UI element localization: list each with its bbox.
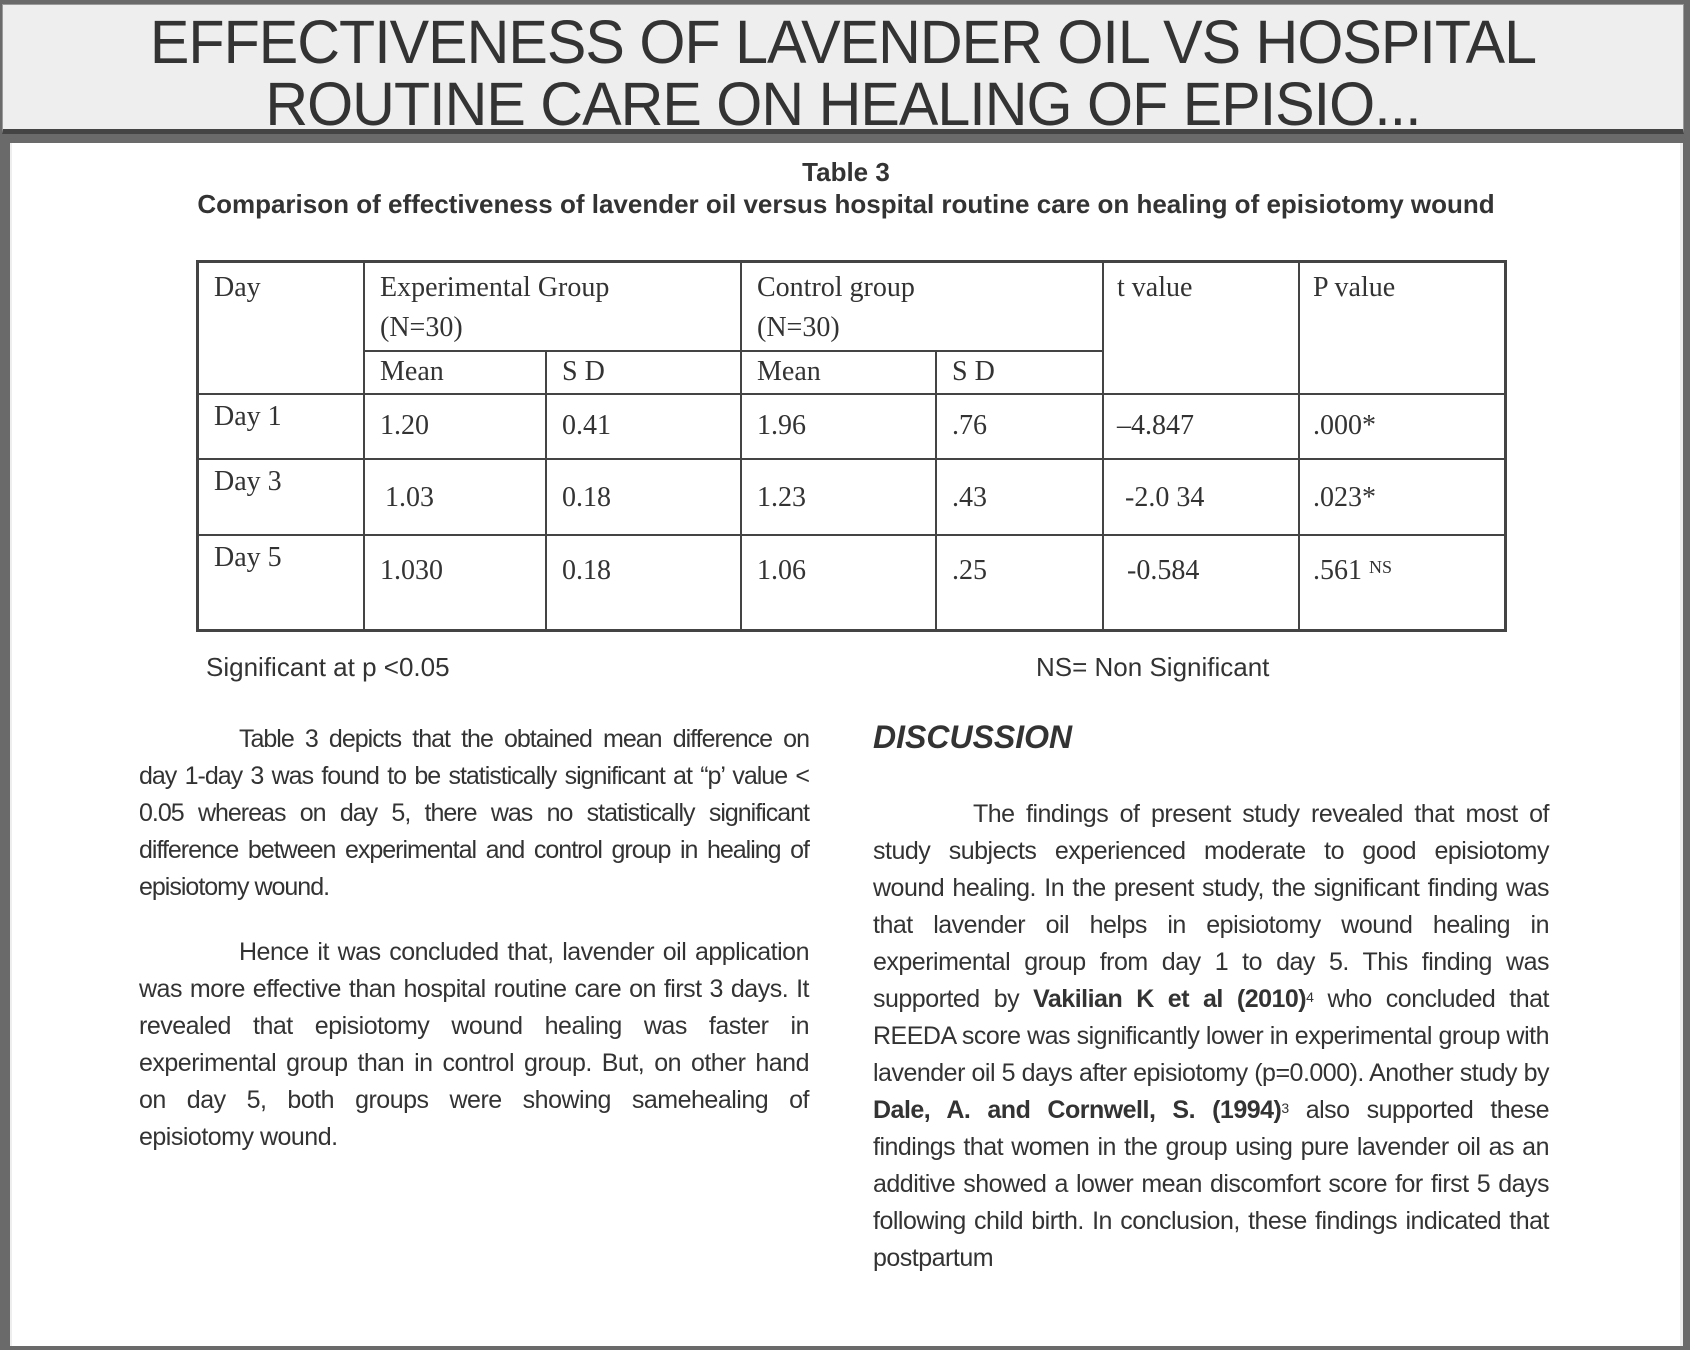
cell-ctrl-mean: 1.06 [757, 555, 806, 586]
page-header [2, 4, 1684, 138]
ns-note: NS= Non Significant [1036, 652, 1270, 682]
header-ctrl-sd: S D [952, 356, 995, 387]
cell-exp-mean: 1.03 [385, 482, 434, 513]
cell-ctrl-mean: 1.96 [757, 410, 806, 441]
header-day: Day [214, 272, 261, 303]
reference-number: 3 [1281, 1100, 1289, 1116]
cell-day: Day 5 [214, 542, 282, 573]
header-ctrl-mean: Mean [757, 356, 821, 387]
cell-exp-sd: 0.18 [562, 482, 611, 513]
cell-p-value: .000* [1313, 410, 1376, 441]
significance-note: Significant at p <0.05 [206, 652, 450, 682]
table-caption: Comparison of effectiveness of lavender oil versus hospital routine care on healing of episiotomy wound [197, 189, 1495, 219]
reference-number: 4 [1306, 989, 1314, 1005]
ns-superscript: NS [1369, 557, 1393, 577]
header-experimental-group: Experimental Group [380, 272, 610, 303]
cell-t-value: -2.0 34 [1125, 482, 1205, 513]
header-control-n: (N=30) [757, 312, 840, 343]
cell-p-value [1313, 550, 1392, 592]
results-table [196, 260, 1507, 632]
results-paragraph-2: Hence it was concluded that, lavender oil application was more effective than hospital routine care on first 3 days. It revealed that episiotomy wound healing was faster in experimental group than in control group. But, on other hand on day 5, both groups were showing samehealing of episiotomy wound. [139, 938, 809, 1151]
discussion-paragraph: The findings of present study revealed that most of study subjects experienced moderate to good episiotomy wound healing. In the present study, the significant finding was that lavender oil helps in episiotomy wound healing in experimental group from day 1 to day 5. This finding was supported by Vakilian K et al (2010)$^4$ who concluded that REEDA score was significantly lower in experimental group with lavender oil 5 days after episiotomy (p=0.000). Another study by Dale, A. and Cornwell, S. (1994)$^3$ also supported these findings that women in the group using pure lavender oil as an additive showed a lower mean discomfort score for first 5 days following child birth. In conclusion, these findings indicated that postpartum [873, 800, 1549, 1272]
cell-ctrl-mean: 1.23 [757, 482, 806, 513]
table-label: Table 3 [802, 157, 890, 187]
cell-exp-mean: 1.20 [380, 410, 429, 441]
cell-exp-mean: 1.030 [380, 555, 443, 586]
p-value-number: .561 [1313, 555, 1362, 586]
document-page [10, 143, 1683, 1346]
cell-exp-sd: 0.41 [562, 410, 611, 441]
header-control-group: Control group [757, 272, 915, 303]
cell-ctrl-sd: .25 [952, 555, 987, 586]
results-paragraph-1: Table 3 depicts that the obtained mean difference on day 1-day 3 was found to be statistically significant at “p’ value < 0.05 whereas on day 5, there was no statistically significant difference between experimental and control group in healing of episiotomy wound. [139, 725, 809, 901]
cell-t-value: -0.584 [1127, 555, 1200, 586]
header-exp-mean: Mean [380, 356, 444, 387]
article-title: EFFECTIVENESS OF LAVENDER OIL VS HOSPITAL ROUTINE CARE ON HEALING OF EPISIO... [149, 8, 1537, 138]
cell-ctrl-sd: .76 [952, 410, 987, 441]
cell-exp-sd: 0.18 [562, 555, 611, 586]
header-exp-sd: S D [562, 356, 605, 387]
cell-day: Day 1 [214, 401, 282, 432]
citation-vakilian: Vakilian K et al (2010) [1033, 985, 1307, 1013]
citation-dale-cornwell: Dale, A. and Cornwell, S. (1994) [873, 1096, 1282, 1124]
header-t-value: t value [1117, 272, 1193, 303]
header-p-value: P value [1313, 272, 1396, 303]
cell-ctrl-sd: .43 [952, 482, 987, 513]
header-experimental-n: (N=30) [380, 312, 463, 343]
cell-t-value: ‒4.847 [1117, 410, 1194, 441]
discussion-heading: DISCUSSION [873, 719, 1073, 755]
cell-p-value: .023* [1313, 482, 1376, 513]
cell-day: Day 3 [214, 466, 282, 497]
